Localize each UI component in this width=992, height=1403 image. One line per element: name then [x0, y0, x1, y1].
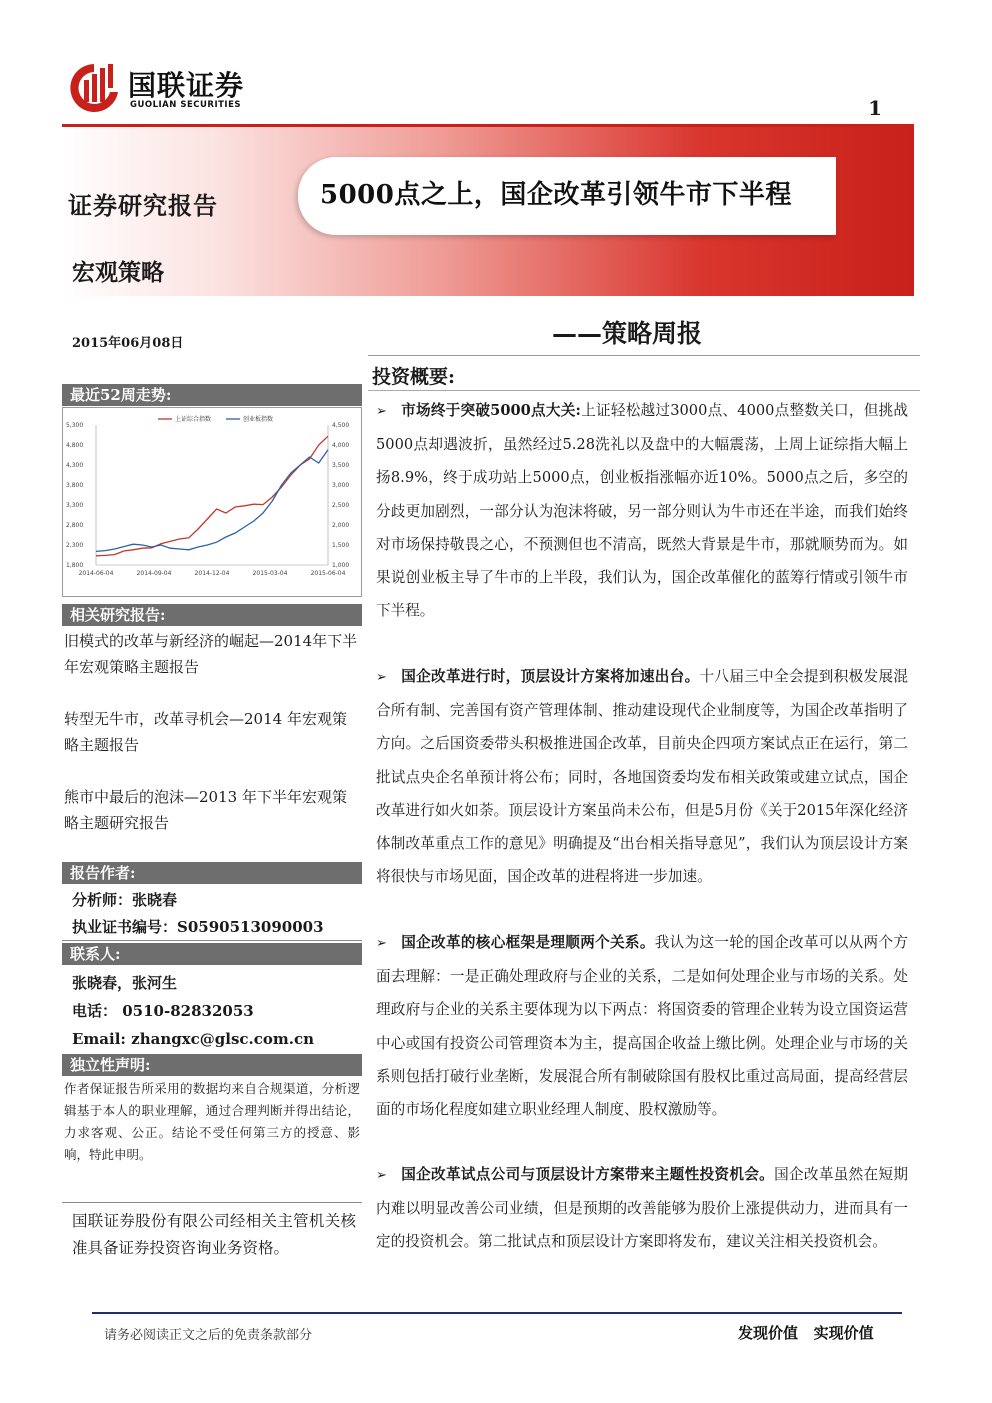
y-left-tick-label: 4,300 — [66, 462, 84, 469]
summary-heading: 投资概要: — [372, 366, 456, 388]
trend-heading: 最近52周走势: — [62, 384, 362, 406]
summary-item-text: 我认为这一轮的国企改革可以从两个方面去理解：一是正确处理政府与企业的关系，二是如何处理企业与市场的关系。处理政府与企业的关系主要体现为以下两点：将国资委的管理企业转为设立国资运营中心或国有投资公司管理资本为主，提高国企收益上缴比例。处理企业与市场的关系则包括打破行业垄断，发展混合所有制破除国有股权比重过高局面，提高经营层面的市场化程度如建立职业经理人制度、股权激励等。 — [376, 934, 908, 1119]
contact-email[interactable]: Email: zhangxc@glsc.com.cn — [72, 1030, 315, 1048]
arrow-bullet-icon: ➢ — [376, 936, 387, 951]
summary-item-2 — [376, 660, 908, 893]
legend-label: 创业板指数 — [243, 416, 274, 423]
summary-item-lead: 市场终于突破5000点大关: — [400, 402, 581, 419]
license-number: 执业证书编号：S0590513090003 — [72, 918, 324, 936]
brand-name-en: GUOLIAN SECURITIES — [130, 100, 241, 110]
analyst-name: 分析师：张晓春 — [72, 891, 178, 909]
related-report-3[interactable]: 熊市中最后的泡沫—2013 年下半年宏观策略主题研究报告 — [64, 788, 347, 832]
y-right-tick-label: 2,500 — [332, 502, 350, 509]
contact-phone: 电话： 0510-82832053 — [72, 1002, 254, 1020]
y-right-tick-label: 1,000 — [332, 562, 350, 569]
y-left-tick-label: 5,300 — [66, 422, 84, 429]
y-right-tick-label: 2,000 — [332, 522, 350, 529]
summary-divider — [368, 390, 920, 391]
report-date: 2015年06月08日 — [72, 336, 184, 351]
x-tick-label: 2015-06-04 — [310, 570, 346, 577]
arrow-bullet-icon: ➢ — [376, 1168, 387, 1183]
y-left-tick-label: 3,300 — [66, 502, 84, 509]
report-title: 5000点之上，国企改革引领牛市下半程 — [320, 180, 792, 210]
related-report-2[interactable]: 转型无牛市，改革寻机会—2014 年宏观策略主题报告 — [64, 710, 347, 754]
summary-item-lead: 国企改革的核心框架是理顺两个关系。 — [400, 934, 655, 951]
y-left-tick-label: 1,800 — [66, 562, 84, 569]
brand-name-cn: 国联证券 — [128, 69, 245, 102]
subtitle-divider — [368, 355, 920, 356]
summary-item-text: 国企改革虽然在短期内难以明显改善公司业绩，但是预期的改善能够为股价上涨提供动力，进而具有一定的投资机会。第二批试点和顶层设计方案即将发布，建议关注相关投资机会。 — [376, 1166, 908, 1251]
contact-heading: 联系人: — [62, 943, 362, 965]
footer-disclaimer-note: 请务必阅读正文之后的免责条款部分 — [104, 1328, 313, 1343]
y-left-tick-label: 4,800 — [66, 442, 84, 449]
guolian-logo-icon — [66, 62, 122, 112]
independence-text: 作者保证报告所采用的数据均来自合规渠道，分析逻辑基于本人的职业理解，通过合理判断并得出结论，力求客观、公正。结论不受任何第三方的授意、影响，特此申明。 — [64, 1081, 360, 1162]
y-right-tick-label: 3,000 — [332, 482, 350, 489]
x-tick-label: 2014-06-04 — [78, 570, 114, 577]
y-left-tick-label: 2,300 — [66, 542, 84, 549]
license-note: 国联证券股份有限公司经相关主管机关核准具备证券投资咨询业务资格。 — [72, 1212, 356, 1257]
x-tick-label: 2014-09-04 — [136, 570, 172, 577]
trend-chart-svg — [62, 407, 362, 597]
y-right-tick-label: 3,500 — [332, 462, 350, 469]
independence-divider — [62, 1202, 362, 1203]
summary-item-4 — [376, 1158, 908, 1259]
footer-slogan: 发现价值 实现价值 — [738, 1324, 874, 1342]
legend-label: 上证综合指数 — [175, 416, 212, 423]
report-category: 宏观策略 — [72, 259, 164, 286]
y-right-tick-label: 4,000 — [332, 442, 350, 449]
y-left-tick-label: 3,800 — [66, 482, 84, 489]
summary-item-1 — [376, 394, 908, 627]
banner-top-line — [62, 124, 914, 127]
y-right-tick-label: 4,500 — [332, 422, 350, 429]
y-left-tick-label: 2,800 — [66, 522, 84, 529]
independence-heading: 独立性声明: — [62, 1054, 362, 1076]
arrow-bullet-icon: ➢ — [376, 670, 387, 685]
trend-chart — [62, 407, 362, 597]
report-subtitle: ——策略周报 — [552, 319, 703, 348]
summary-item-text: 十八届三中全会提到积极发展混合所有制、完善国有资产管理体制、推动建设现代企业制度等，为国企改革指明了方向。之后国资委带头积极推进国企改革，目前央企四项方案试点正在运行，第二批试点央企名单预计将公布；同时，各地国资委均发布相关政策或建立试点，国企改革进行如火如荼。顶层设计方案虽尚未公布，但是5月份《关于2015年深化经济体制改革重点工作的意见》明确提及“出台相关指导意见”，我们认为顶层设计方案将很快与市场见面，国企改革的进程将进一步加速。 — [376, 668, 908, 886]
footer-divider — [92, 1312, 902, 1314]
arrow-bullet-icon: ➢ — [376, 404, 387, 419]
summary-item-lead: 国企改革进行时，顶层设计方案将加速出台。 — [400, 668, 700, 685]
related-report-1[interactable]: 旧模式的改革与新经济的崛起—2014年下半年宏观策略主题报告 — [64, 632, 358, 676]
contact-names: 张晓春，张河生 — [72, 974, 178, 992]
related-heading: 相关研究报告: — [62, 604, 362, 626]
page-number: 1 — [868, 96, 882, 120]
y-right-tick-label: 1,500 — [332, 542, 350, 549]
summary-item-text: 上证轻松越过3000点、4000点整数关口，但挑战5000点却遇波折，虽然经过5.28洗礼以及盘中的大幅震荡，上周上证综指大幅上扬8.9%，终于成功站上5000点，创业板指涨幅亦近10%。5000点之后，多空的分歧更加剧烈，一部分认为泡沫将破，另一部分则认为牛市还在半途，而我们始终对市场保持敬畏之心，不预测但也不清高，既然大背景是牛市，那就顺势而为。如果说创业板主导了牛市的上半段，我们认为，国企改革催化的蓝筹行情或引领牛市下半程。 — [376, 402, 908, 620]
x-tick-label: 2015-03-04 — [252, 570, 288, 577]
guolian-logo — [66, 62, 266, 114]
summary-item-3 — [376, 926, 908, 1126]
chart-frame — [63, 408, 362, 597]
report-type: 证券研究报告 — [68, 191, 218, 220]
x-tick-label: 2014-12-04 — [194, 570, 230, 577]
summary-item-lead: 国企改革试点公司与顶层设计方案带来主题性投资机会。 — [400, 1166, 775, 1183]
author-divider — [62, 940, 362, 941]
author-heading: 报告作者: — [62, 862, 362, 884]
